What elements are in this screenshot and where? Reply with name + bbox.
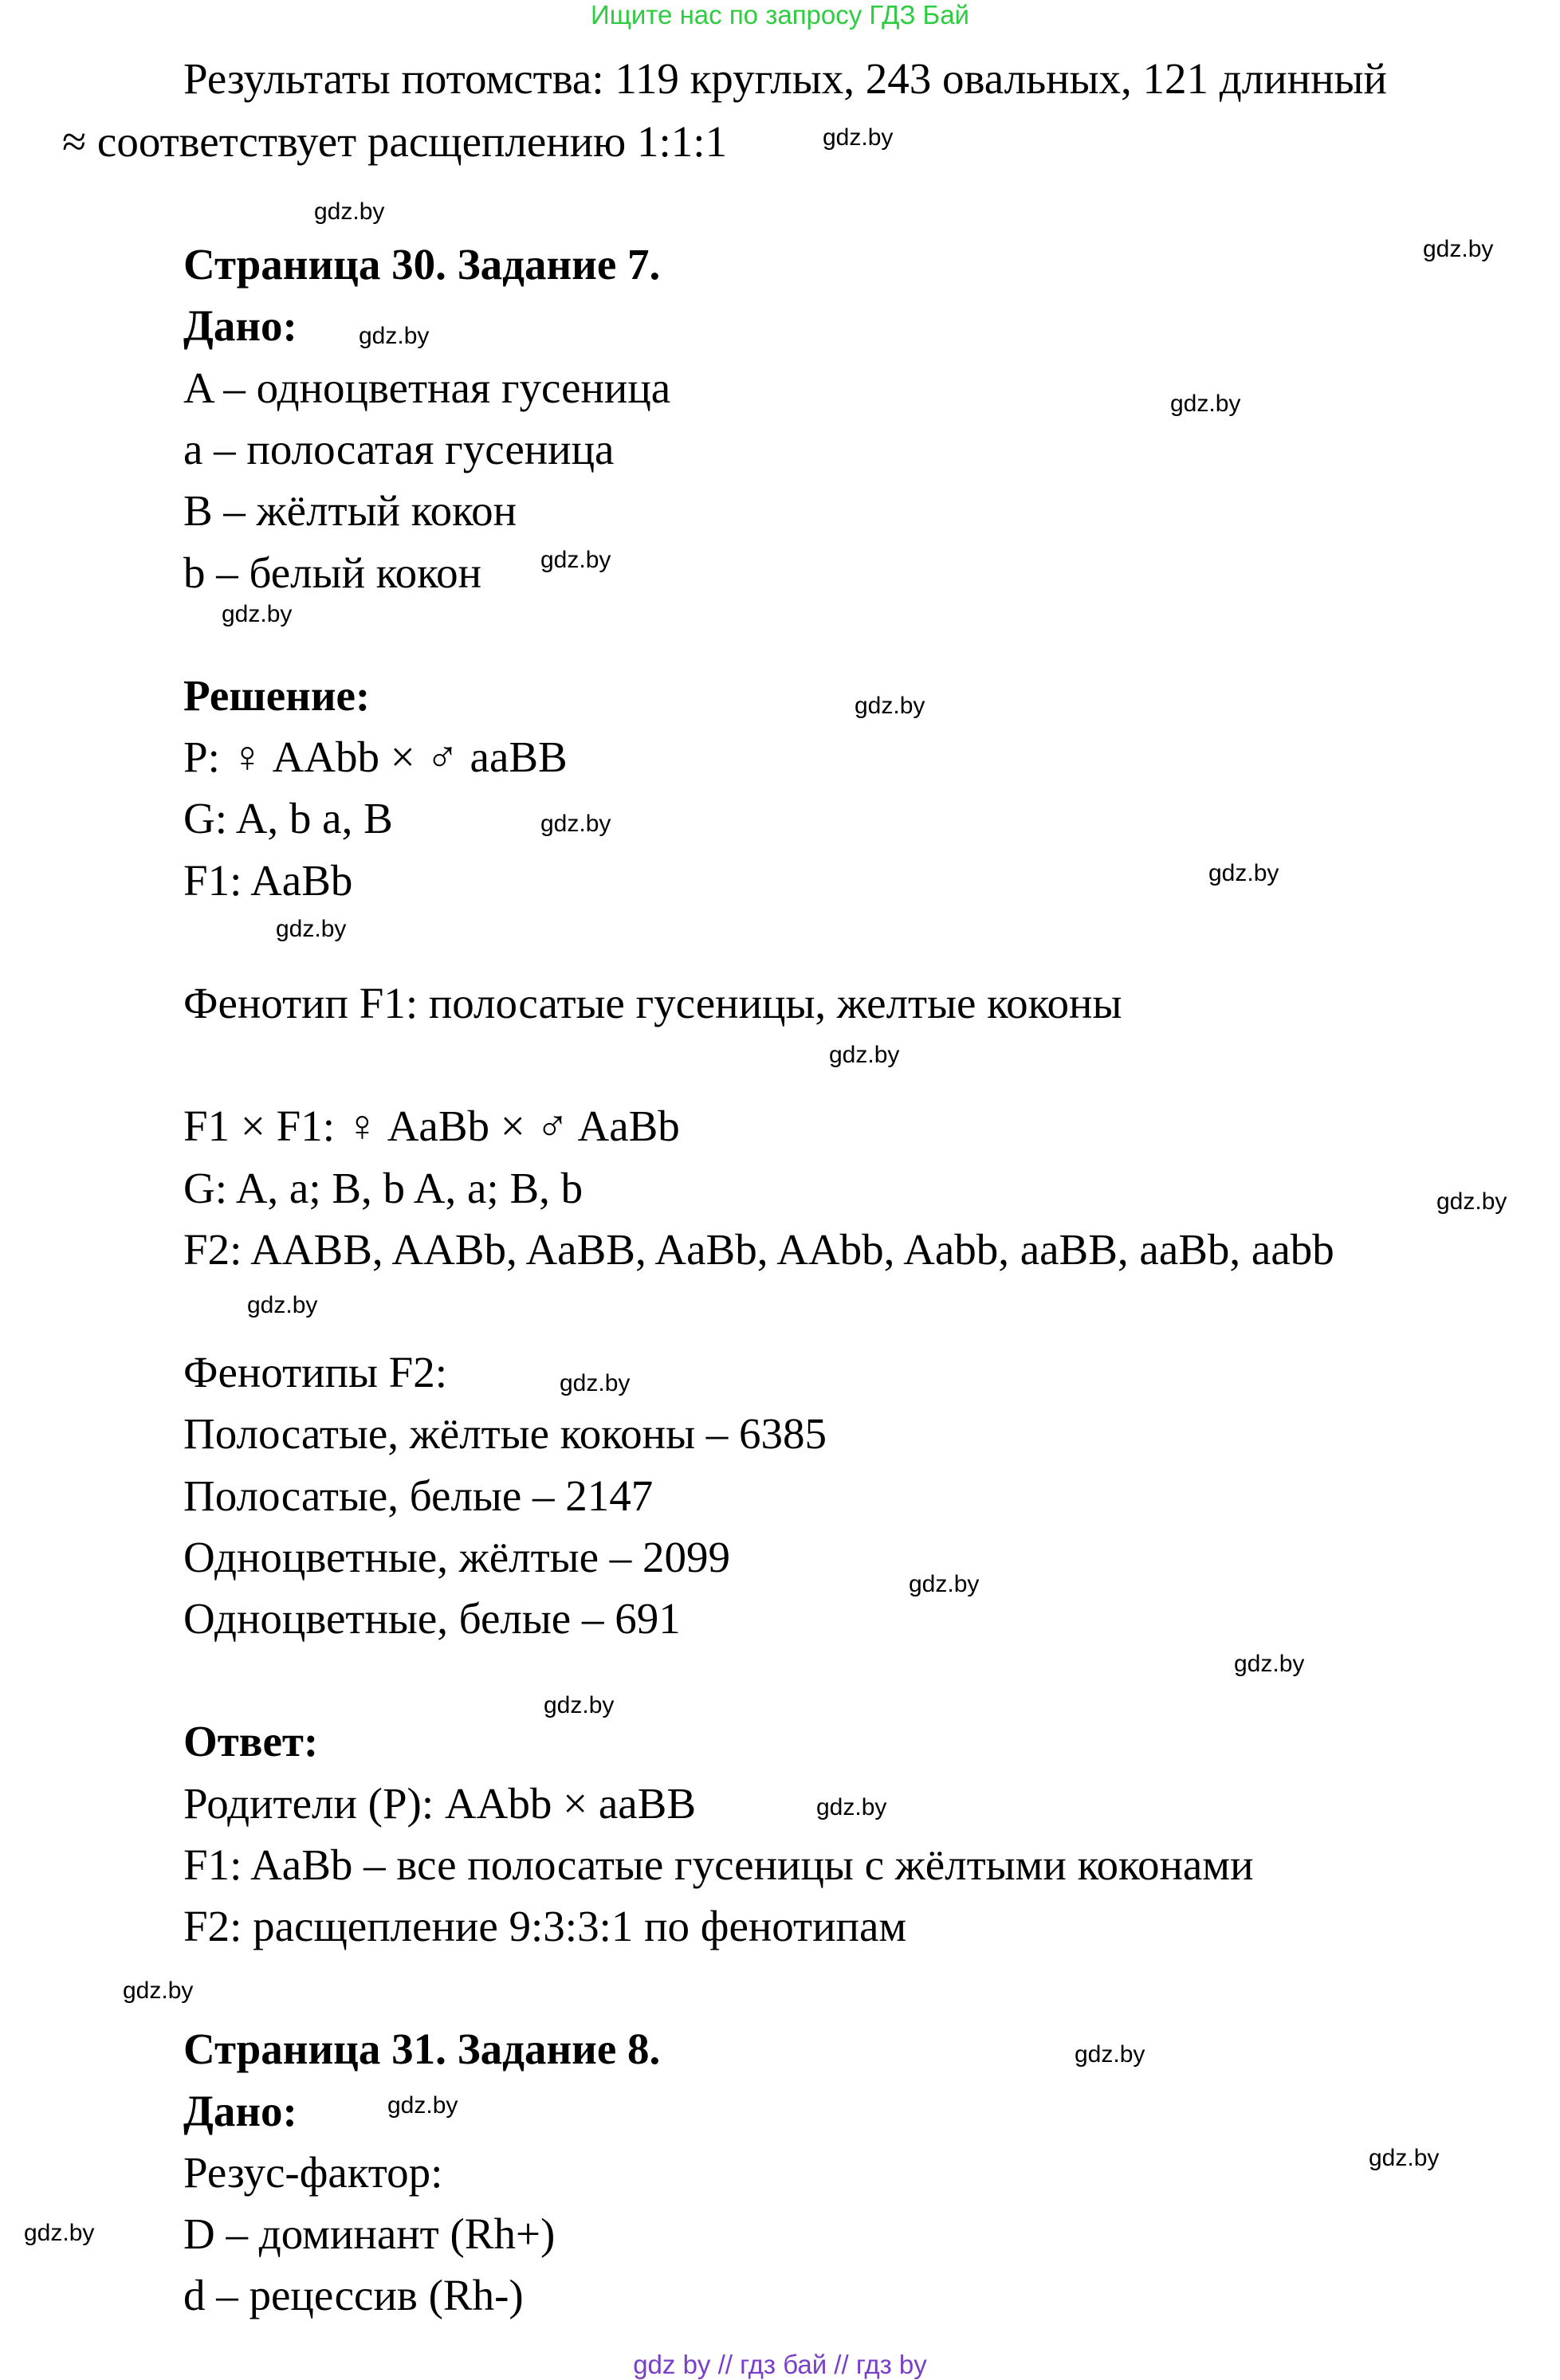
watermark: gdz.by	[1075, 2041, 1145, 2068]
task8-title: Страница 31. Задание 8.	[183, 2025, 661, 2073]
watermark: gdz.by	[855, 693, 925, 719]
search-hint-banner: Ищите нас по запросу ГДЗ Бай	[591, 0, 969, 29]
task7-answer-line: F1: AaBb – все полосатые гусеницы с жёлтыми коконами	[183, 1840, 1254, 1889]
task7-cross1-line: F1: AaBb	[183, 856, 353, 905]
task7-answer-line: Родители (P): AAbb × aaBB	[183, 1779, 697, 1828]
task7-given-line: a – полосатая гусеница	[183, 425, 615, 473]
task7-cross2-line: F2: AABB, AABb, AaBB, AaBb, AAbb, Aabb, aaBB, aaBb, aabb	[183, 1225, 1334, 1274]
watermark: gdz.by	[909, 1571, 980, 1597]
watermark: gdz.by	[1208, 860, 1279, 886]
watermark: gdz.by	[123, 1977, 194, 2004]
task7-f2-phenotype: Полосатые, белые – 2147	[183, 1471, 654, 1520]
task7-f2-label: Фенотипы F2:	[183, 1348, 448, 1396]
watermark: gdz.by	[540, 811, 611, 837]
task8-given-line: d – рецессив (Rh-)	[183, 2271, 524, 2319]
task7-f1-phenotype: Фенотип F1: полосатые гусеницы, желтые коконы	[183, 979, 1122, 1027]
watermark: gdz.by	[24, 2220, 95, 2246]
footer-links[interactable]: gdz by // гдз бай // гдз by	[633, 2350, 927, 2379]
task8-given-label: Дано:	[183, 2087, 297, 2135]
intro-line-1: Результаты потомства: 119 круглых, 243 овальных, 121 длинный	[183, 54, 1387, 103]
task7-cross2-line: G: A, a; B, b A, a; B, b	[183, 1164, 584, 1212]
watermark: gdz.by	[823, 124, 894, 151]
task7-given-line: b – белый кокон	[183, 548, 482, 597]
watermark: gdz.by	[816, 1794, 887, 1820]
task7-given-line: A – одноцветная гусеница	[183, 363, 671, 412]
watermark: gdz.by	[1423, 236, 1494, 262]
task7-cross1-line: P: ♀ AAbb × ♂ aaBB	[183, 732, 568, 781]
task7-cross1-line: G: A, b a, B	[183, 794, 393, 842]
watermark: gdz.by	[247, 1292, 318, 1318]
task7-given-line: B – жёлтый кокон	[183, 486, 517, 535]
task7-answer-label: Ответ:	[183, 1717, 319, 1765]
watermark: gdz.by	[1170, 391, 1241, 417]
watermark: gdz.by	[222, 601, 293, 627]
watermark: gdz.by	[314, 198, 385, 225]
task8-given-line: D – доминант (Rh+)	[183, 2209, 556, 2258]
watermark: gdz.by	[1369, 2145, 1440, 2171]
task7-solution-label: Решение:	[183, 671, 371, 720]
watermark: gdz.by	[544, 1692, 615, 1718]
task7-cross2-line: F1 × F1: ♀ AaBb × ♂ AaBb	[183, 1102, 680, 1150]
task7-f2-phenotype: Одноцветные, жёлтые – 2099	[183, 1533, 730, 1581]
watermark: gdz.by	[276, 916, 347, 942]
task8-given-line: Резус-фактор:	[183, 2148, 443, 2197]
watermark: gdz.by	[829, 1042, 900, 1068]
task7-given-label: Дано:	[183, 301, 297, 350]
task7-title: Страница 30. Задание 7.	[183, 240, 661, 289]
watermark: gdz.by	[560, 1370, 631, 1396]
watermark: gdz.by	[387, 2092, 458, 2119]
watermark: gdz.by	[359, 323, 430, 349]
watermark: gdz.by	[1234, 1651, 1305, 1677]
watermark: gdz.by	[1436, 1188, 1507, 1215]
intro-line-2: ≈ соответствует расщеплению 1:1:1	[62, 117, 728, 166]
task7-f2-phenotype: Одноцветные, белые – 691	[183, 1594, 681, 1643]
task7-answer-line: F2: расщепление 9:3:3:1 по фенотипам	[183, 1902, 907, 1950]
task7-f2-phenotype: Полосатые, жёлтые коконы – 6385	[183, 1409, 827, 1458]
watermark: gdz.by	[540, 547, 611, 573]
